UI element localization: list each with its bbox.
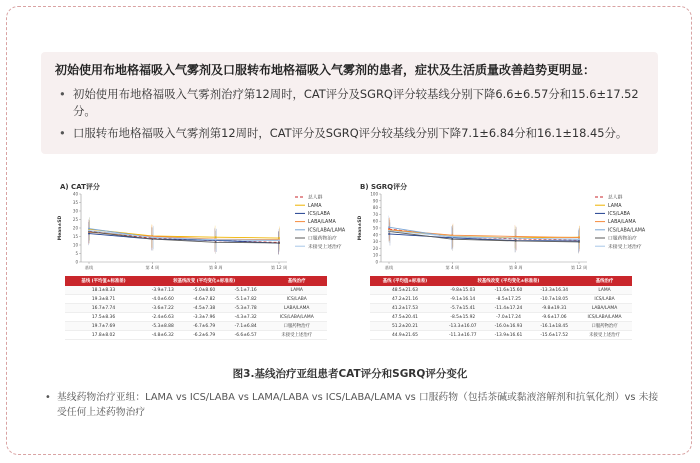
table-cell: -3.6±7.22 [142,304,183,313]
y-tick-label: 50 [372,225,378,231]
data-point [578,237,580,239]
y-tick-label: 80 [372,205,378,211]
legend-label: 口服药物治疗 [608,236,637,242]
summary-box [41,52,658,154]
table-cell: -3.9±7.13 [142,286,183,295]
table-cell: 未接受上述治疗 [577,331,632,340]
legend-label: 总人群 [608,195,623,201]
table-cell: -4.6±7.82 [183,295,224,304]
y-tick-label: 0 [375,259,378,265]
table-cell: LABA/LAMA [266,304,327,313]
data-point [515,236,517,238]
data-point [278,242,280,244]
y-tick-label: 5 [75,251,78,256]
y-tick-label: 20 [372,245,378,251]
table-cell: LAMA [577,286,632,295]
table-cell: -4.3±7.32 [225,313,266,322]
table-cell: -15.6±17.52 [531,331,577,340]
table-row [65,331,327,340]
table-header-cell: 较基线改变 (平均变化±标准差) [440,276,577,286]
table-cell: 17.5±8.36 [65,313,142,322]
table-cell: ICS/LABA/LAMA [266,313,327,322]
table-cell: -11.6±15.60 [486,286,532,295]
table-cell: -2.4±6.63 [142,313,183,322]
table-cell: -5.3±7.78 [225,304,266,313]
table-row [370,322,632,331]
y-tick-label: 60 [372,218,378,224]
summary-list [55,86,644,142]
legend-label: 口服药物治疗 [308,236,337,242]
table-cell: -6.6±6.57 [225,331,266,340]
table-row [370,313,632,322]
data-point [278,239,280,241]
table-cell: 16.7±7.74 [65,304,142,313]
data-point [215,241,217,243]
series-line [389,229,579,240]
table-cell: -7.1±6.84 [225,322,266,331]
y-tick-label: 25 [72,217,78,222]
table-cell: -5.7±15.41 [440,304,486,313]
legend-label: 总人群 [308,195,323,201]
y-tick-label: 10 [372,252,378,258]
sgrq-data-table [370,276,632,340]
table-cell: ICS/LABA/LAMA [577,313,632,322]
data-point [151,236,153,238]
table-cell: -4.0±6.60 [142,295,183,304]
table-cell: -9.8±15.03 [440,286,486,295]
y-tick-label: 35 [72,200,78,205]
y-tick-label: 70 [372,211,378,217]
table-cell: -9.8±19.31 [531,304,577,313]
legend-label: 未接受上述治疗 [608,244,642,250]
table-cell: -5.1±7.16 [225,286,266,295]
legend-label: ICS/LABA [308,212,331,217]
data-point [88,228,90,230]
table-header-cell: 基线治疗 [577,276,632,286]
table-header-row [370,276,632,286]
table-cell: 41.2±17.53 [370,304,440,313]
table-cell: 19.7±7.69 [65,322,142,331]
data-point [388,230,390,232]
table-cell: -16.0±16.93 [486,322,532,331]
y-tick-label: 100 [370,191,378,197]
table-cell: 48.5±21.63 [370,286,440,295]
y-tick-label: 20 [72,225,78,231]
data-point [151,238,153,240]
table-cell: 口服药物治疗 [266,322,327,331]
y-axis-label: Mean±SD [358,215,363,241]
table-cell: 19.3±8.71 [65,295,142,304]
chart-panel-sgrq [355,180,655,360]
legend-label: LABA/LAMA [308,220,336,226]
data-point [215,239,217,241]
legend-label: ICS/LABA/LAMA [608,228,646,234]
table-cell: -13.3±16.07 [440,322,486,331]
y-tick-label: 30 [72,208,78,214]
table-row [65,295,327,304]
data-point [578,241,580,243]
table-cell: -9.6±17.06 [531,313,577,322]
table-cell: -6.7±6.79 [183,322,224,331]
y-tick-label: 40 [72,191,78,197]
data-point [451,238,453,240]
summary-bullet: • 口服转布地格福吸入气雾剂第12周时，CAT评分及SGRQ评分较基线分别下降7.1±6.84分和16.1±18.45分。 [73,125,644,142]
table-cell: 未接受上述治疗 [266,331,327,340]
y-tick-label: 15 [72,234,78,239]
table-cell: 47.5±20.41 [370,313,440,322]
chart-panel-label: A) CAT评分 [60,183,100,191]
table-cell: -13.3±16.34 [531,286,577,295]
chart-panel-label: B) SGRQ评分 [360,183,408,191]
legend-label: LABA/LAMA [608,220,636,226]
table-row [370,295,632,304]
legend-label: ICS/LABA [608,212,631,217]
table-cell: -3.3±7.96 [183,313,224,322]
table-row [65,286,327,295]
table-cell: -4.8±6.32 [142,331,183,340]
data-point [215,236,217,238]
legend-label: 未接受上述治疗 [308,244,342,250]
y-tick-label: 10 [72,242,78,248]
table-cell: 口服药物治疗 [577,322,632,331]
table-cell: ICS/LABA [266,295,327,304]
y-tick-label: 40 [372,232,378,238]
table-cell: -4.5±7.38 [183,304,224,313]
table-row [65,313,327,322]
table-cell: -16.1±18.45 [531,322,577,331]
cat-data-table [65,276,327,340]
table-header-cell: 基线治疗 [266,276,327,286]
y-tick-label: 30 [372,239,378,245]
table-cell: 47.2±21.16 [370,295,440,304]
x-tick-label: 第 4 周 [445,265,460,270]
table-header-row [65,276,327,286]
data-point [88,230,90,232]
x-tick-label: 第 12 周 [570,265,588,270]
table-cell: -8.5±15.92 [440,313,486,322]
table-cell: LAMA [266,286,327,295]
table-cell: -5.1±7.82 [225,295,266,304]
x-tick-label: 基线 [384,265,394,270]
legend-label: LAMA [608,203,622,209]
data-point [451,236,453,238]
table-row [370,331,632,340]
footnote: • 基线药物治疗亚组：LAMA vs ICS/LABA vs LAMA/LABA vs ICS/LABA/LAMA vs 口服药物（包括茶碱或黏液溶解剂和抗氧化剂）vs 未接受任何上述药物治疗 [45,390,665,420]
table-cell: -7.0±17.24 [486,313,532,322]
figure-caption: 图3.基线治疗亚组患者CAT评分和SGRQ评分变化 [232,368,468,380]
table-cell: 17.8±8.02 [65,331,142,340]
data-point [578,239,580,241]
x-tick-label: 基线 [84,265,94,270]
x-tick-label: 第 4 周 [145,265,160,270]
x-tick-label: 第 8 周 [508,265,523,270]
table-row [370,304,632,313]
table-cell: LABA/LAMA [577,304,632,313]
table-row [65,322,327,331]
table-cell: 18.1±8.33 [65,286,142,295]
table-cell: -11.3±16.77 [440,331,486,340]
chart-panel-cat [55,180,355,360]
table-cell: -13.9±16.61 [486,331,532,340]
x-tick-label: 第 12 周 [270,265,288,270]
table-cell: -5.0±8.60 [183,286,224,295]
table-cell: -5.3±8.88 [142,322,183,331]
x-tick-label: 第 8 周 [208,265,223,270]
table-cell: -11.4±17.24 [486,304,532,313]
data-point [515,240,517,242]
y-tick-label: 90 [372,198,378,204]
table-row [65,304,327,313]
data-point [388,233,390,235]
sgrq-line-chart [355,188,655,280]
data-point [388,226,390,228]
table-cell: -9.1±16.14 [440,295,486,304]
summary-title: 初始使用布地格福吸入气雾剂及口服转布地格福吸入气雾剂的患者，症状及生活质量改善趋势更明显： [55,63,596,77]
cat-line-chart [55,188,355,280]
table-header-cell: 基线 (平均值±标准差) [65,276,142,286]
table-cell: 44.9±21.65 [370,331,440,340]
legend-label: LAMA [308,203,322,209]
table-row [370,286,632,295]
summary-bullet: • 初始使用布地格福吸入气雾剂治疗第12周时，CAT评分及SGRQ评分较基线分别下降6.6±6.57分和15.6±17.52分。 [73,86,644,120]
table-cell: -6.2±6.79 [183,331,224,340]
table-cell: -8.5±17.25 [486,295,532,304]
table-cell: -10.7±18.05 [531,295,577,304]
table-cell: 51.2±20.21 [370,322,440,331]
y-tick-label: 0 [75,259,78,265]
data-point [278,237,280,239]
y-axis-label: Mean±SD [58,215,63,241]
table-header-cell: 基线 (平均值±标准差) [370,276,440,286]
table-cell: ICS/LABA [577,295,632,304]
legend-label: ICS/LABA/LAMA [308,228,346,234]
data-point [515,237,517,239]
table-header-cell: 较基线改变 (平均变化±标准差) [142,276,266,286]
